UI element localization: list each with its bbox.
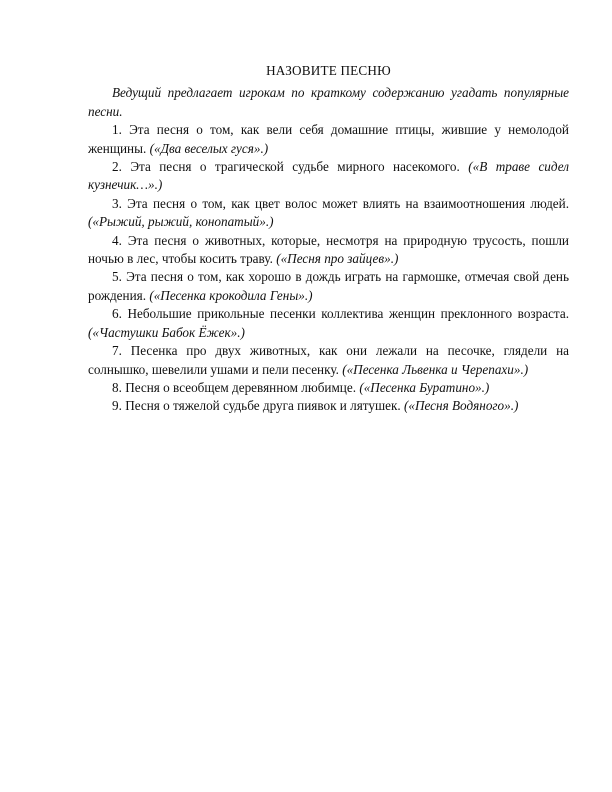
list-item [88,158,569,195]
list-item [88,379,569,397]
item-answer: («Песня Водяного».) [403,398,519,414]
item-text: 3. Эта песня о том, как цвет волос может влиять на взаимоотношения людей. [112,195,569,211]
item-text: 1. Эта песня о том, как вели себя домашние птицы, жившие у немолодой женщины. [88,122,569,156]
document-page [88,62,569,416]
intro-paragraph: Ведущий предлагает игрокам по краткому содержанию угадать популярные песни. [88,85,569,119]
list-item [88,397,569,415]
list-item [88,232,569,269]
item-text: 8. Песня о всеобщем деревянном любимце. [112,379,360,395]
list-item [88,268,569,305]
item-text: 2. Эта песня о трагической судьбе мирного насекомого. [112,159,469,175]
list-item [88,342,569,379]
item-answer: («Песенка крокодила Гены».) [149,287,313,303]
item-answer: («Песенка Буратино».) [359,379,490,395]
item-text: 6. Небольшие прикольные песенки коллектива женщин преклонного возраста. [112,306,569,322]
list-item [88,305,569,342]
list-item [88,121,569,158]
item-answer: («Рыжий, рыжий, конопатый».) [88,214,274,230]
item-answer: («Два веселых гуся».) [149,140,269,156]
item-text: 9. Песня о тяжелой судьбе друга пиявок и лятушек. [112,398,404,414]
item-text: 5. Эта песня о том, как хорошо в дождь играть на гармошке, отмечая свой день рождения. [88,269,569,303]
item-answer: («В траве сидел кузнечик…».) [88,159,569,193]
item-answer: («Частушки Бабок Ёжек».) [88,324,245,340]
list-item [88,195,569,232]
page-title: НАЗОВИТЕ ПЕСНЮ [266,63,391,78]
item-answer: («Песня про зайцев».) [276,251,399,267]
item-answer: («Песенка Львенка и Черепахи».) [342,361,529,377]
item-text: 7. Песенка про двух животных, как они лежали на песочке, глядели на солнышко, шевелили ушами и пели песенку. [88,343,569,377]
item-text: 4. Эта песня о животных, которые, несмотря на природную трусость, пошли ночью в лес, чтобы косить траву. [88,232,569,267]
